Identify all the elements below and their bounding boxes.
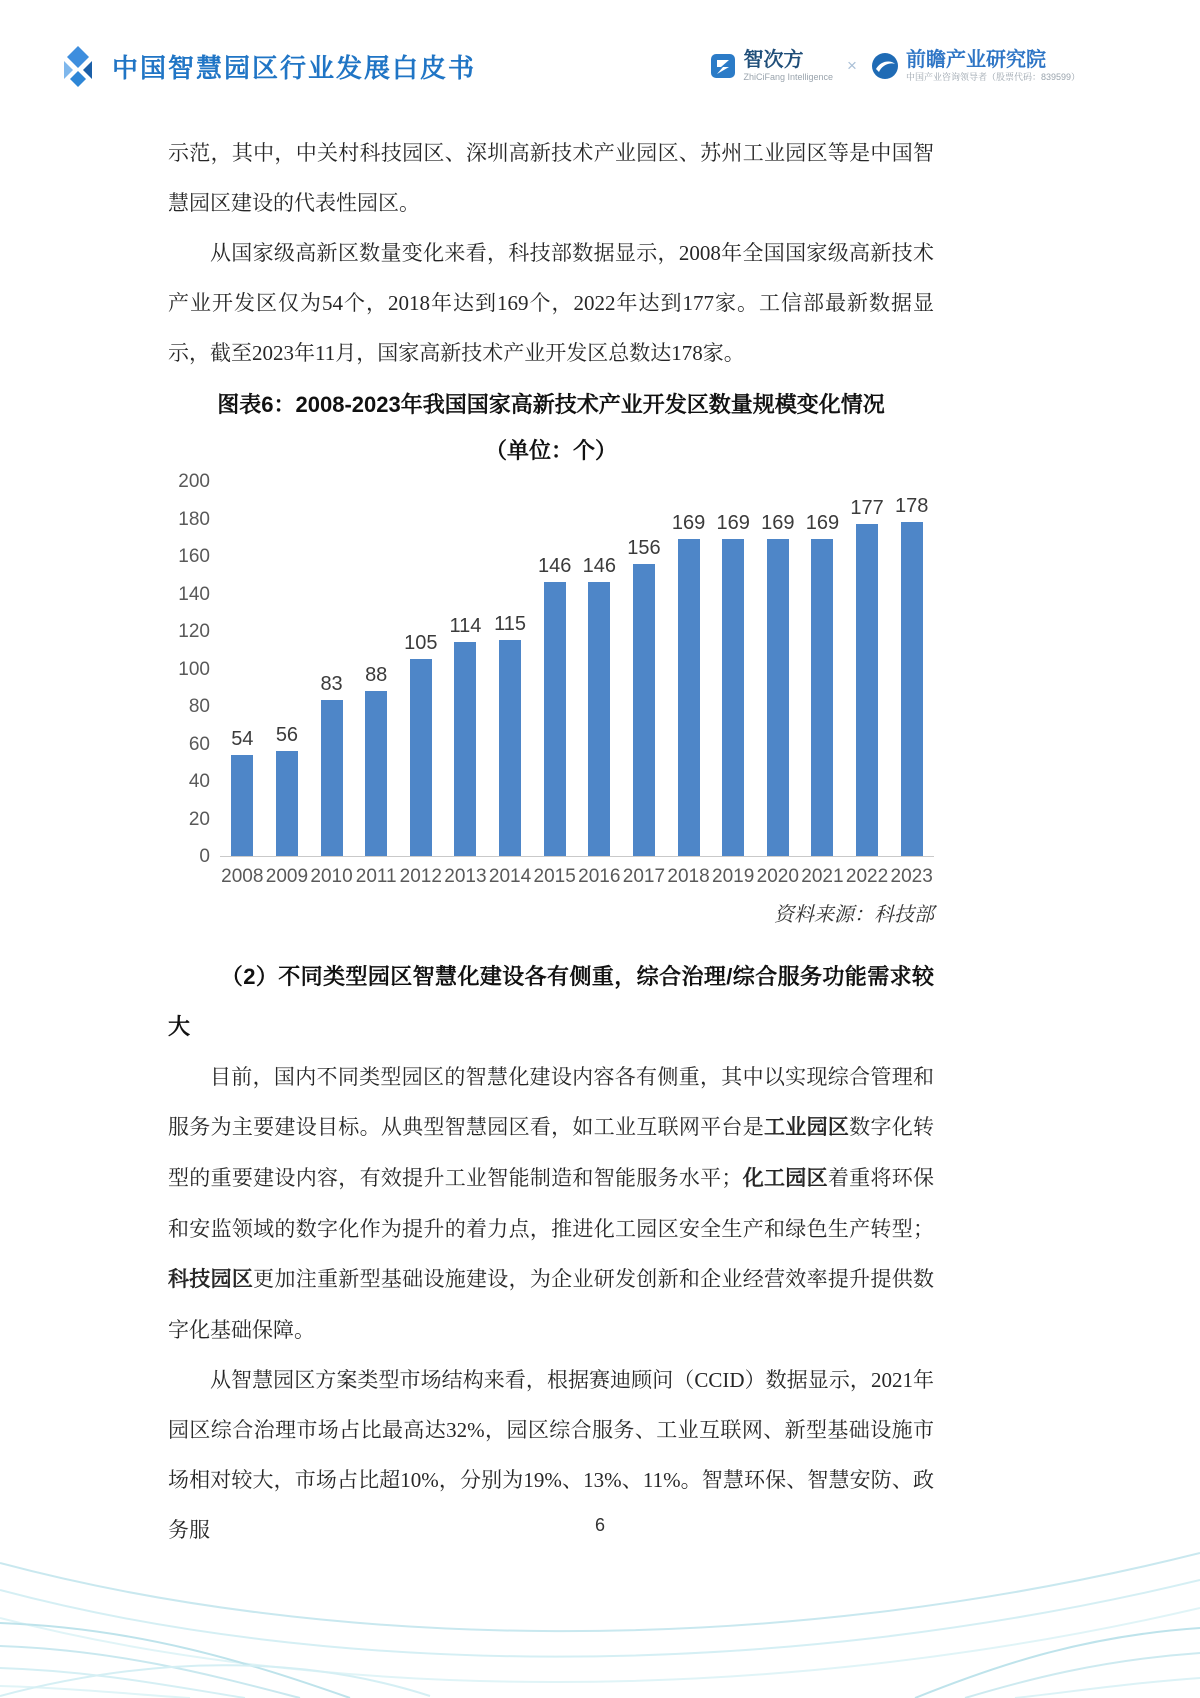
chart-x-axis: [220, 857, 934, 888]
text-run: 目前，国内不同类型园区的智慧化建设内容各有侧重，其中以实现综合管理和服务为主要建设目标。从典型智慧园区看，如工业互联网平台是: [168, 1065, 934, 1139]
x-axis-label: 2017: [622, 866, 666, 887]
x-axis-label: 2020: [756, 866, 799, 887]
qianzhan-logo-icon: [871, 52, 899, 80]
bar-group: [265, 724, 310, 856]
bar: [365, 691, 387, 856]
x-axis-label: 2016: [578, 866, 621, 887]
bar-value-label: 146: [582, 555, 616, 578]
bar: [321, 700, 343, 856]
brand: [56, 44, 476, 88]
bar-group: [666, 512, 711, 856]
text-run: 着重将环保和安监领域的数字化作为提升的着力点，推进化工园区安全生产和绿色生产转型；: [168, 1166, 935, 1241]
x-axis-label: 2014: [488, 866, 532, 887]
partner-qianzhan: [871, 49, 1080, 83]
y-axis-label: 200: [178, 471, 210, 492]
bar: [901, 522, 923, 856]
x-axis-label: 2023: [890, 866, 933, 887]
page-number: 6: [594, 1515, 605, 1535]
x-axis-label: 2010: [310, 866, 353, 887]
page-header: [0, 0, 1200, 92]
bar-group: [488, 613, 533, 856]
bar-group: [622, 537, 667, 857]
bold-term: 化工园区: [742, 1167, 828, 1190]
x-axis-label: 2012: [399, 866, 442, 887]
text-run: 数字化转型的重要建设内容，有效提升工业智能制造和智能服务水平；: [168, 1115, 935, 1190]
bar-value-label: 146: [538, 555, 572, 578]
y-axis-label: 160: [178, 546, 210, 567]
bar-value-label: 56: [275, 724, 299, 746]
chart-source-note: 资料来源：科技部: [774, 904, 934, 926]
bar: [588, 582, 610, 856]
page-title: 中国智慧园区行业发展白皮书: [112, 52, 477, 83]
x-axis-label: 2022: [845, 866, 889, 887]
bar: [276, 751, 298, 856]
bar: [722, 539, 744, 856]
partner-zhicifang-name: 智次方: [743, 49, 804, 72]
bar-value-label: 114: [449, 615, 482, 638]
bar-value-label: 169: [761, 512, 795, 535]
x-axis-label: 2008: [221, 866, 264, 887]
content-area: [168, 128, 934, 1555]
bar: [544, 582, 566, 856]
y-axis-label: 20: [188, 808, 210, 830]
text-run: 更加注重新型基础设施建设，为企业研发创新和企业经营效率提升提供数字化基础保障。: [168, 1267, 935, 1342]
bar: [811, 539, 833, 856]
chart-bars: [220, 482, 934, 857]
bar-value-label: 105: [404, 632, 438, 655]
bar-chart: [168, 471, 934, 888]
y-axis-label: 120: [178, 621, 210, 642]
y-axis-label: 180: [178, 508, 210, 530]
partner-qianzhan-name: 前瞻产业研究院: [905, 49, 1046, 72]
partner-zhicifang-subtitle: ZhiCiFang Intelligence: [743, 72, 834, 83]
chart-title: 图表6：2008-2023年我国国家高新技术产业开发区数量规模变化情况: [217, 392, 885, 417]
paragraph-2: 从国家级高新区数量变化来看，科技部数据显示，2008年全国国家级高新技术产业开发区仅为54个，2018年达到169个，2022年达到177家。工信部最新数据显示，截至2023年11月，国家高新技术产业开发区总数达178家。: [168, 241, 934, 365]
partner-separator: ×: [847, 55, 857, 75]
paragraph-4: 从智慧园区方案类型市场结构来看，根据赛迪顾问（CCID）数据显示，2021年园区综合治理市场占比最高达32%，园区综合服务、工业互联网、新型基础设施市场相对较大，市场占比超10%，分别为19%、13%、11%。智慧环保、智慧安防、政务服: [168, 1368, 934, 1542]
bar-group: [443, 615, 488, 856]
x-axis-label: 2009: [265, 866, 309, 887]
bar: [633, 564, 655, 857]
x-axis-label: 2013: [444, 866, 487, 887]
chart-plot: [220, 482, 934, 888]
y-axis-label: 60: [188, 733, 210, 755]
x-axis-label: 2021: [801, 866, 844, 887]
y-axis-label: 100: [178, 658, 210, 680]
bar-value-label: 177: [850, 497, 884, 520]
bar-group: [711, 512, 756, 856]
paragraph-3: [168, 1052, 934, 1355]
bar-group: [354, 664, 399, 856]
partner-qianzhan-subtitle: 中国产业咨询领导者（股票代码：839599）: [905, 72, 1080, 83]
bar-value-label: 169: [671, 512, 706, 535]
bar-value-label: 169: [805, 512, 840, 535]
section-heading: （2）不同类型园区智慧化建设各有侧重，综合治理/综合服务功能需求较大: [168, 964, 934, 1039]
chart-subtitle: （单位：个）: [484, 438, 617, 463]
bar-group: [845, 497, 890, 856]
bar: [454, 642, 476, 856]
bar-value-label: 156: [627, 536, 661, 559]
x-axis-label: 2018: [667, 866, 710, 887]
bar-group: [532, 555, 577, 856]
bar-group: [756, 512, 801, 856]
paragraph-1: 示范，其中，中关村科技园区、深圳高新技术产业园区、苏州工业园区等是中国智慧园区建设的代表性园区。: [168, 141, 934, 215]
x-axis-label: 2019: [712, 866, 755, 887]
bar-group: [889, 495, 934, 856]
y-axis-label: 140: [178, 583, 210, 605]
zhicifang-logo-icon: [710, 53, 736, 79]
bar: [856, 524, 878, 856]
y-axis-label: 40: [188, 771, 210, 792]
bar-value-label: 169: [716, 512, 750, 535]
bold-term: 科技园区: [168, 1268, 254, 1291]
bar-group: [577, 555, 622, 856]
bar: [231, 755, 253, 856]
bar: [410, 659, 432, 856]
chart-y-axis: [168, 471, 220, 867]
bar-value-label: 54: [231, 727, 254, 750]
x-axis-label: 2011: [355, 866, 397, 887]
partner-logos: [710, 49, 1080, 83]
bar-group: [220, 728, 265, 856]
x-axis-label: 2015: [533, 866, 576, 887]
bar-value-label: 83: [320, 673, 343, 696]
bar-value-label: 115: [494, 613, 526, 636]
bar: [499, 640, 521, 856]
bold-term: 工业园区: [764, 1116, 850, 1139]
bar-value-label: 178: [895, 495, 929, 518]
bar-group: [399, 632, 444, 856]
bar-value-label: 88: [365, 664, 388, 686]
whitepaper-logo-icon: [56, 44, 100, 88]
bar-group: [309, 673, 354, 856]
figure-6: [168, 388, 934, 930]
bar: [678, 539, 700, 856]
y-axis-label: 80: [188, 696, 210, 717]
bar-group: [800, 512, 845, 856]
bar: [767, 539, 789, 856]
partner-zhicifang: [710, 49, 833, 83]
y-axis-label: 0: [199, 846, 210, 867]
